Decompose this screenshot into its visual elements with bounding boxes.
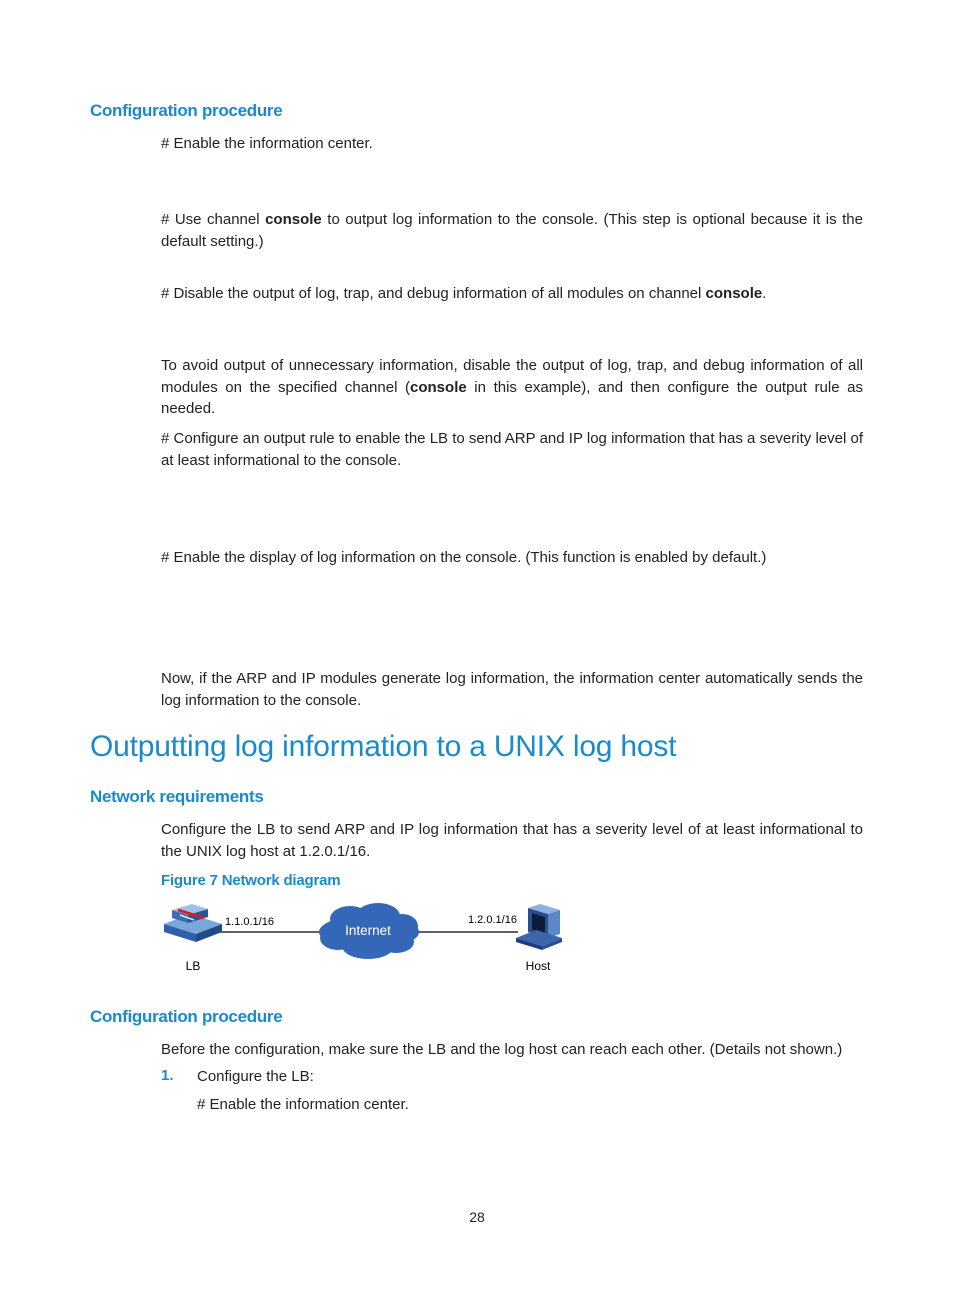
paragraph-now-if: Now, if the ARP and IP modules generate log information, the information center automatically sends the log information to the console.	[161, 670, 863, 709]
paragraph-avoid-output: To avoid output of unnecessary information, disable the output of log, trap, and debug information of all modules on the specified channel (console in this example), and then configure the output rule as needed.	[161, 357, 863, 417]
paragraph-enable-info-center: # Enable the information center.	[161, 135, 373, 152]
host-ip-label: 1.2.0.1/16	[468, 914, 517, 926]
paragraph-use-channel-console: # Use channel console to output log information to the console. (This step is optional because it is the default setting.)	[161, 211, 863, 250]
section-heading-config-procedure-1: Configuration procedure	[90, 101, 283, 120]
step-sub-enable-info-center: # Enable the information center.	[197, 1096, 409, 1113]
keyword-console: console	[705, 285, 763, 302]
figure-caption: Figure 7 Network diagram	[161, 872, 341, 889]
paragraph-disable-output: # Disable the output of log, trap, and debug information of all modules on channel console.	[161, 285, 767, 302]
network-diagram	[150, 896, 580, 980]
paragraph-network-requirements: Configure the LB to send ARP and IP log information that has a severity level of at least informational to the UNIX log host at 1.2.0.1/16.	[161, 821, 863, 860]
page-number: 28	[469, 1209, 485, 1225]
section-heading-network-requirements: Network requirements	[90, 787, 264, 806]
cloud-label: Internet	[345, 923, 391, 938]
step-number: 1.	[161, 1067, 174, 1084]
lb-ip-label: 1.1.0.1/16	[225, 916, 274, 928]
keyword-console: console	[265, 211, 322, 228]
lb-label: LB	[185, 959, 201, 973]
paragraph-configure-output-rule: # Configure an output rule to enable the LB to send ARP and IP log information that has a severity level of at least informational to the console.	[161, 430, 863, 469]
lb-device-icon	[164, 904, 222, 942]
host-label: Host	[525, 959, 551, 973]
keyword-console: console	[410, 378, 467, 396]
section-heading-config-procedure-2: Configuration procedure	[90, 1007, 283, 1026]
page-title: Outputting log information to a UNIX log host	[90, 730, 677, 763]
host-computer-icon	[516, 904, 562, 950]
paragraph-before-configuration: Before the configuration, make sure the LB and the log host can reach each other. (Details not shown.)	[161, 1041, 843, 1058]
step-text: Configure the LB:	[197, 1068, 314, 1085]
paragraph-enable-display: # Enable the display of log information on the console. (This function is enabled by default.)	[161, 549, 767, 566]
